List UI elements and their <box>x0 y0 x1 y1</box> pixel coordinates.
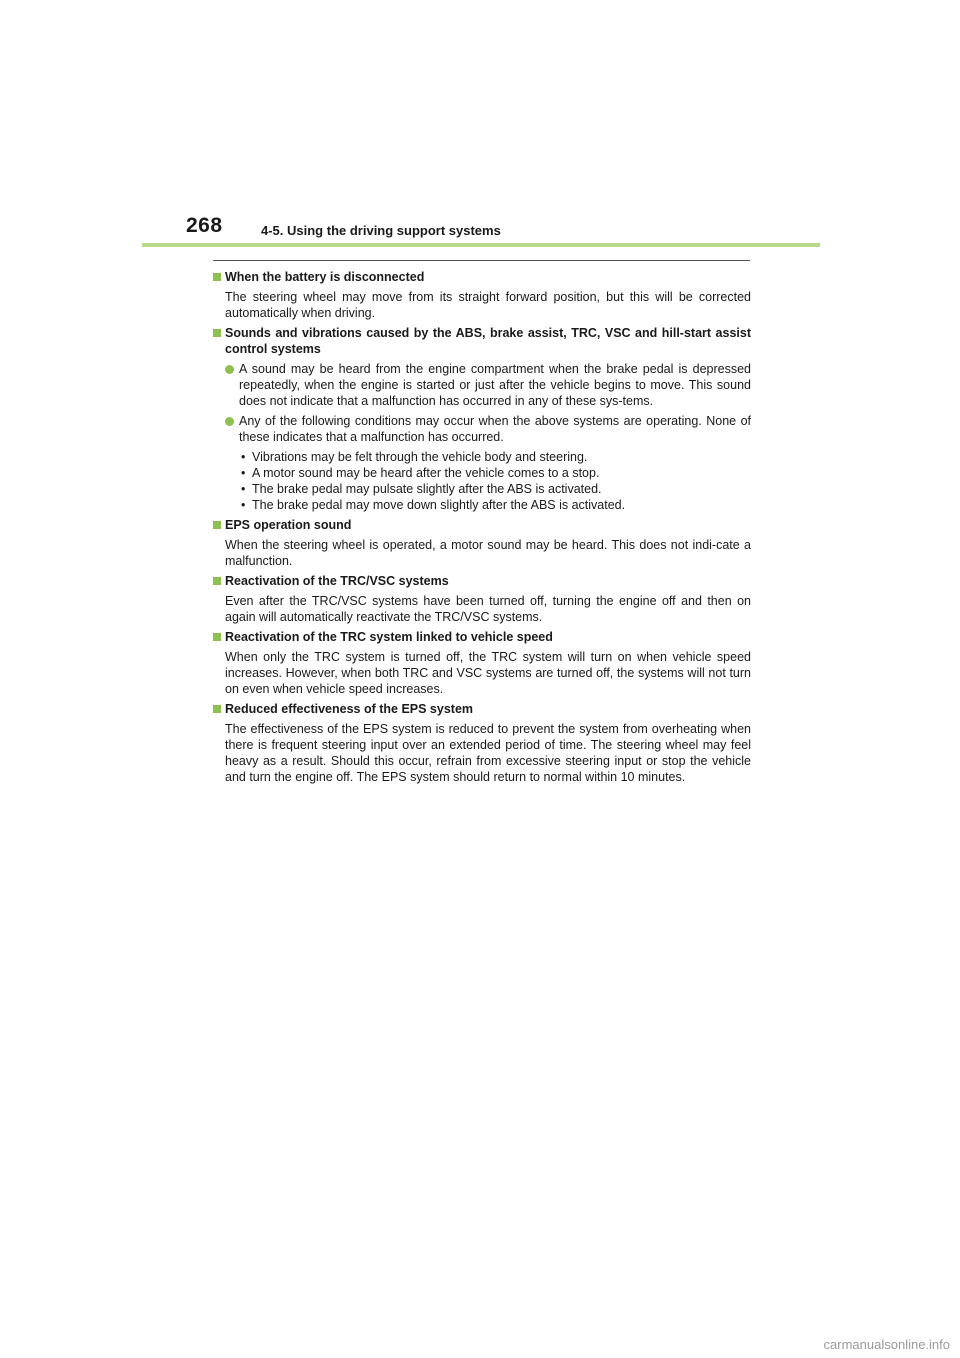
page-content <box>213 269 751 789</box>
section-body: The effectiveness of the EPS system is reduced to prevent the system from overheating when there is frequent steering input over an extended period of time. The steering wheel may feel heavy as a result. Should this occur, refrain from excessive steering input or stop the vehicle and turn the engine off. The EPS system should return to normal within 10 minutes. <box>225 722 751 784</box>
square-bullet-icon <box>213 705 221 713</box>
section-reactivation-trc-vsc <box>213 573 751 625</box>
section-reactivation-trc-speed <box>213 629 751 697</box>
square-bullet-icon <box>213 273 221 281</box>
section-heading: Reactivation of the TRC/VSC systems <box>213 573 751 589</box>
sub-list-item: • The brake pedal may pulsate slightly after the ABS is activated. <box>241 482 602 496</box>
square-bullet-icon <box>213 329 221 337</box>
square-bullet-icon <box>213 577 221 585</box>
section-body: When the steering wheel is operated, a motor sound may be heard. This does not indi-cate a malfunction. <box>225 538 751 568</box>
section-heading: Reactivation of the TRC system linked to vehicle speed <box>213 629 751 645</box>
circle-bullet-icon <box>225 417 234 426</box>
page-header <box>186 214 826 254</box>
section-eps-sound <box>213 517 751 569</box>
sub-list-item: • Vibrations may be felt through the vehicle body and steering. <box>241 450 588 464</box>
content-divider <box>213 260 750 261</box>
section-heading: Sounds and vibrations caused by the ABS, brake assist, TRC, VSC and hill-start assist control systems <box>213 325 751 357</box>
square-bullet-icon <box>213 521 221 529</box>
sub-list-item: • The brake pedal may move down slightly after the ABS is activated. <box>241 498 626 512</box>
circle-bullet-icon <box>225 365 234 374</box>
section-title: 4-5. Using the driving support systems <box>261 223 501 238</box>
section-eps-effectiveness <box>213 701 751 785</box>
section-heading: Reduced effectiveness of the EPS system <box>213 701 751 717</box>
section-body: The steering wheel may move from its straight forward position, but this will be corrected automatically when driving. <box>225 290 751 320</box>
dot-bullet-icon: • <box>241 450 246 464</box>
section-battery <box>213 269 751 321</box>
dot-bullet-icon: • <box>241 482 246 496</box>
dot-bullet-icon: • <box>241 466 246 480</box>
list-item: Any of the following conditions may occur when the above systems are operating. None of these indicates that a malfunction has occurred. <box>213 413 751 445</box>
section-body: When only the TRC system is turned off, the TRC system will turn on when vehicle speed increases. However, when both TRC and VSC systems are turned off, the systems will not turn on even when vehicle speed increases. <box>225 650 751 696</box>
list-item: A sound may be heard from the engine compartment when the brake pedal is depressed repeatedly, when the engine is started or just after the vehicle begins to move. This sound does not indicate that a malfunction has occurred in any of these sys-tems. <box>213 361 751 409</box>
square-bullet-icon <box>213 633 221 641</box>
sub-list-item: • A motor sound may be heard after the vehicle comes to a stop. <box>241 466 600 480</box>
sub-list <box>213 449 751 513</box>
section-body: Even after the TRC/VSC systems have been turned off, turning the engine off and then on again will automatically reactivate the TRC/VSC systems. <box>225 594 751 624</box>
watermark: carmanualsonline.info <box>823 1337 950 1352</box>
section-sounds <box>213 325 751 513</box>
header-rule <box>142 243 820 247</box>
dot-bullet-icon: • <box>241 498 246 512</box>
section-heading: When the battery is disconnected <box>213 269 751 285</box>
section-heading: EPS operation sound <box>213 517 751 533</box>
page-number: 268 <box>186 214 223 237</box>
